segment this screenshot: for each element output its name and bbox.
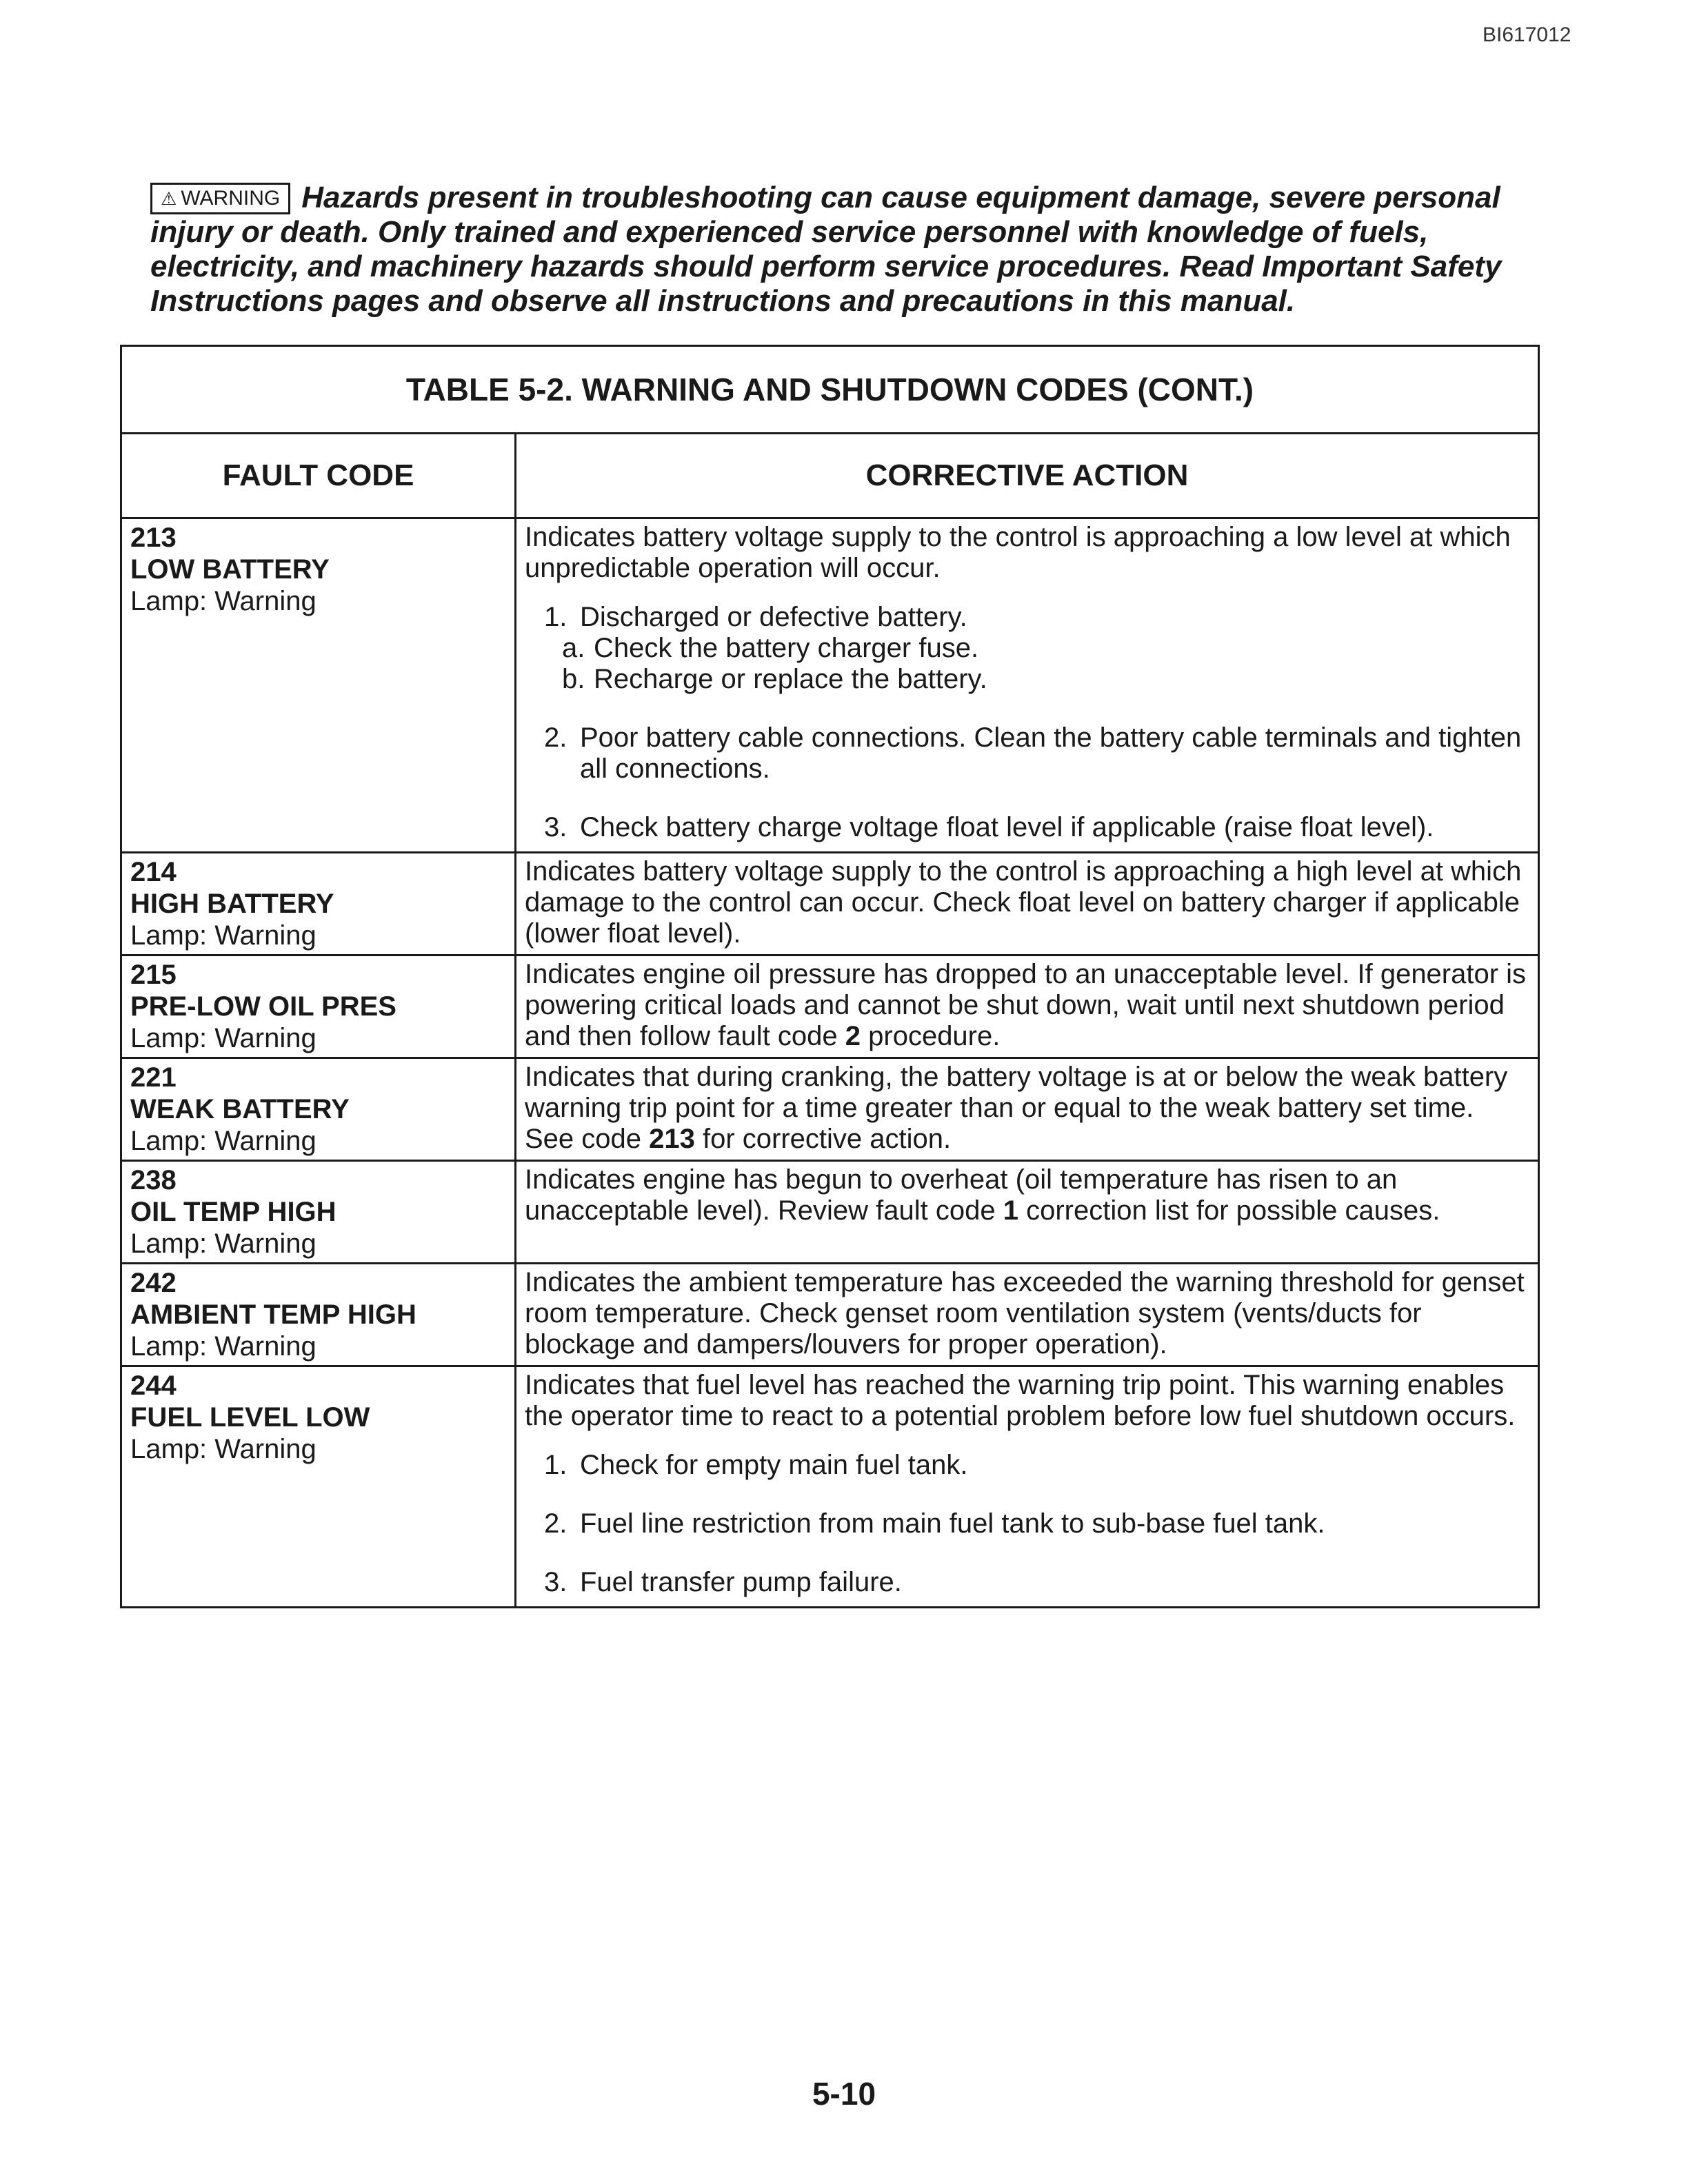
action-step [525,1450,1529,1481]
table-row [121,1058,1539,1161]
sub-step-text: Check the battery charger fuse. [594,633,979,663]
sub-step-letter: a. [562,633,585,663]
warning-label: WARNING [181,187,281,210]
corrective-action-cell [516,853,1539,956]
fault-code-cell [121,518,516,853]
fault-code-name: LOW BATTERY [130,554,330,585]
corrective-action-fragment: Indicates that during cranking, the battery voltage is at or below the weak battery warning trip point for a time greater than or equal to the weak battery set time. See code [525,1062,1508,1154]
header-corrective-action: CORRECTIVE ACTION [516,434,1539,518]
corrective-action-cell [516,956,1539,1058]
step-text: Discharged or defective battery. [580,602,967,632]
corrective-action-fragment: for corrective action. [694,1124,952,1154]
action-steps [525,602,1529,843]
table-row [121,1264,1539,1366]
fault-code-cell [121,1264,516,1366]
sub-step [525,633,1529,664]
safety-warning [150,181,1529,318]
referenced-fault-code: 2 [845,1021,861,1051]
warning-triangle-icon: ⚠ [161,188,177,209]
corrective-action-cell [516,1264,1539,1366]
corrective-action-text: Indicates battery voltage supply to the control is approaching a high level at which damage to the control can occur. Check float level on battery charger if applicable (lower float level). [525,856,1522,949]
table-row [121,518,1539,853]
table-row [121,956,1539,1058]
fault-code-name: PRE-LOW OIL PRES [130,991,396,1022]
header-fault-code: FAULT CODE [121,434,516,518]
corrective-action-fragment: procedure. [861,1021,1001,1051]
action-step [525,1567,1529,1598]
corrective-action-cell [516,1058,1539,1161]
action-step [525,602,1529,695]
fault-code-number: 221 [130,1062,177,1093]
corrective-action-text: Indicates the ambient temperature has exceeded the warning threshold for genset room temperature. Check genset room ventilation system (vents/ducts for blockage and dampers/louvers for proper operation). [525,1267,1525,1359]
fault-code-name: AMBIENT TEMP HIGH [130,1300,416,1330]
fault-code-lamp: Lamp: Warning [130,1126,316,1156]
table-row [121,1161,1539,1264]
sub-step-letter: b. [562,664,585,694]
step-number: 1. [544,602,567,632]
referenced-fault-code: 213 [649,1124,695,1154]
fault-code-number: 242 [130,1268,177,1298]
corrective-action-cell [516,518,1539,853]
corrective-action-text [525,1164,1529,1226]
step-text: Check for empty main fuel tank. [580,1450,968,1480]
table-row [121,853,1539,956]
page-number: 5-10 [812,2076,876,2112]
fault-code-name: WEAK BATTERY [130,1094,350,1124]
fault-code-lamp: Lamp: Warning [130,1434,316,1464]
fault-code-name: HIGH BATTERY [130,889,334,919]
step-number: 3. [544,812,567,842]
fault-code-lamp: Lamp: Warning [130,1023,316,1053]
table-header-row [121,434,1539,518]
step-text: Fuel transfer pump failure. [580,1567,902,1597]
corrective-action-text: Indicates battery voltage supply to the control is approaching a low level at which unpredictable operation will occur. [525,522,1511,583]
fault-code-lamp: Lamp: Warning [130,920,316,951]
document-id: BI617012 [1483,23,1571,46]
corrective-action-text [525,959,1529,1052]
fault-code-lamp: Lamp: Warning [130,1228,316,1259]
corrective-action-text: Indicates that fuel level has reached the warning trip point. This warning enables the operator time to react to a potential problem before low fuel shutdown occurs. [525,1370,1516,1431]
step-number: 1. [544,1450,567,1480]
step-number: 2. [544,1508,567,1539]
sub-step [525,664,1529,695]
fault-code-number: 215 [130,960,177,990]
corrective-action-text [525,1062,1529,1155]
fault-code-number: 214 [130,857,177,887]
corrective-action-cell [516,1161,1539,1264]
fault-code-cell [121,1366,516,1608]
warning-label-box [150,183,290,214]
table-row [121,1366,1539,1608]
table-title: TABLE 5-2. WARNING AND SHUTDOWN CODES (CONT.) [121,346,1539,434]
table-title-row [121,346,1539,434]
fault-code-cell [121,1058,516,1161]
fault-code-name: OIL TEMP HIGH [130,1197,336,1227]
step-text: Poor battery cable connections. Clean the battery cable terminals and tighten all connections. [580,722,1522,784]
fault-code-cell [121,853,516,956]
step-number: 3. [544,1567,567,1597]
fault-code-number: 238 [130,1165,177,1195]
warning-text: Hazards present in troubleshooting can cause equipment damage, severe personal injury or death. Only trained and experienced service personnel with knowledge of fuels, electricity, and machinery hazards should perform service procedures. Read Important Safety Instructions pages and observe all instructions and precautions in this manual. [150,181,1502,318]
corrective-action-fragment: Indicates engine oil pressure has dropped to an unacceptable level. If generator is powering critical loads and cannot be shut down, wait until next shutdown period and then follow fault code [525,959,1527,1051]
fault-code-lamp: Lamp: Warning [130,1331,316,1362]
referenced-fault-code: 1 [1003,1195,1018,1226]
fault-code-lamp: Lamp: Warning [130,586,316,616]
corrective-action-cell [516,1366,1539,1608]
sub-steps [562,633,1529,695]
warning-shutdown-codes-table [120,345,1540,1608]
action-steps [525,1450,1529,1598]
fault-code-number: 244 [130,1371,177,1401]
sub-step-text: Recharge or replace the battery. [594,664,987,694]
action-step [525,812,1529,843]
corrective-action-fragment: correction list for possible causes. [1018,1195,1440,1226]
corrective-action-fragment: Indicates engine has begun to overheat (oil temperature has risen to an unacceptable level). Review fault code [525,1164,1398,1226]
action-step [525,722,1529,785]
step-text: Check battery charge voltage float level if applicable (raise float level). [580,812,1434,842]
fault-code-number: 213 [130,523,177,553]
fault-code-cell [121,1161,516,1264]
fault-code-cell [121,956,516,1058]
step-number: 2. [544,722,567,753]
action-step [525,1508,1529,1539]
fault-code-name: FUEL LEVEL LOW [130,1402,370,1433]
step-text: Fuel line restriction from main fuel tank to sub-base fuel tank. [580,1508,1325,1539]
